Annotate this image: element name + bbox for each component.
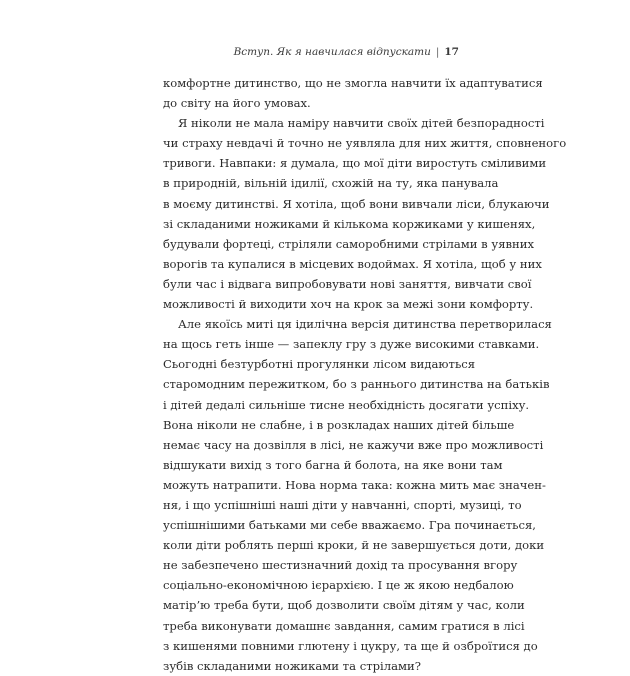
chapter-title: Вступ. Як я навчилася відпускати [233, 46, 431, 58]
paragraph-1 [163, 73, 543, 113]
text-line: ня, і що успішніші наші діти у навчанні, спорті, музиці, то [163, 497, 522, 512]
body-text [163, 73, 567, 676]
text-line: ворогів та купалися в місцевих водоймах. Я хотіла, щоб у них [163, 256, 542, 271]
text-line: треба виконувати домашнє завдання, самим гратися в лісі [163, 618, 525, 633]
text-line: будували фортеці, стріляли саморобними стрілами в уявних [163, 236, 535, 251]
text-line: Сьогодні безтурботні прогулянки лісом видаються [163, 357, 476, 372]
text-line: в моєму дитинстві. Я хотіла, щоб вони вивчали ліси, блукаючи [163, 196, 550, 211]
paragraph-3 [163, 314, 552, 676]
text-line: можуть натрапити. Нова норма така: кожна мить має значен- [163, 477, 546, 492]
text-line: Я ніколи не мала наміру навчити своїх дітей безпорадності [178, 116, 545, 131]
text-line: не забезпечено шестизначний дохід та просування вгору [163, 558, 518, 573]
text-line: соціально-економічною ієрархією. І це ж якою недбалою [163, 578, 514, 593]
text-line: можливості й виходити хоч на крок за межі зони комфорту. [163, 297, 534, 312]
text-line: зі складаними ножиками й кількома коржиками у кишенях, [163, 216, 536, 231]
text-line: до світу на його умовах. [163, 96, 311, 111]
text-line: і дітей дедалі сильніше тисне необхідність досягати успіху. [163, 397, 530, 412]
text-line: відшукати вихід з того багна й болота, на яке вони там [163, 457, 503, 472]
text-line: Але якоїсь миті ця ідилічна версія дитинства перетворилася [178, 317, 552, 332]
paragraph-2 [163, 113, 567, 314]
running-header [163, 46, 459, 58]
text-line: старомодним пережитком, бо з раннього дитинства на батьків [163, 377, 550, 392]
text-line: з кишенями повними глютену і цукру, та ще й озброїтися до [163, 638, 538, 653]
text-line: зубів складаними ножиками та стрілами? [163, 658, 421, 673]
text-line: коли діти роблять перші кроки, й не завершується доти, доки [163, 538, 545, 553]
text-line: комфортне дитинство, що не змогла навчити їх адаптуватися [163, 76, 543, 90]
text-line: на щось геть інше — запеклу гру з дуже високими ставками. [163, 337, 540, 352]
text-line: чи страху невдачі й точно не уявляла для них життя, сповненого [163, 136, 567, 151]
text-line: в природній, вільній ідилії, схожій на ту, яка панувала [163, 176, 499, 191]
header-separator: | [435, 46, 440, 58]
text-line: Вона ніколи не слабне, і в розкладах наших дітей більше [163, 417, 515, 432]
text-line: були час і відвага випробовувати нові заняття, вивчати свої [163, 276, 532, 291]
text-line: тривоги. Навпаки: я думала, що мої діти виростуть сміливими [163, 156, 547, 171]
page-number: 17 [444, 46, 459, 58]
text-line: немає часу на дозвілля в лісі, не кажучи вже про можливості [163, 437, 544, 452]
text-line: матір’ю треба бути, щоб дозволити своїм дітям у час, коли [163, 598, 525, 613]
text-line: успішнішими батьками ми себе вважаємо. Гра починається, [163, 518, 536, 533]
